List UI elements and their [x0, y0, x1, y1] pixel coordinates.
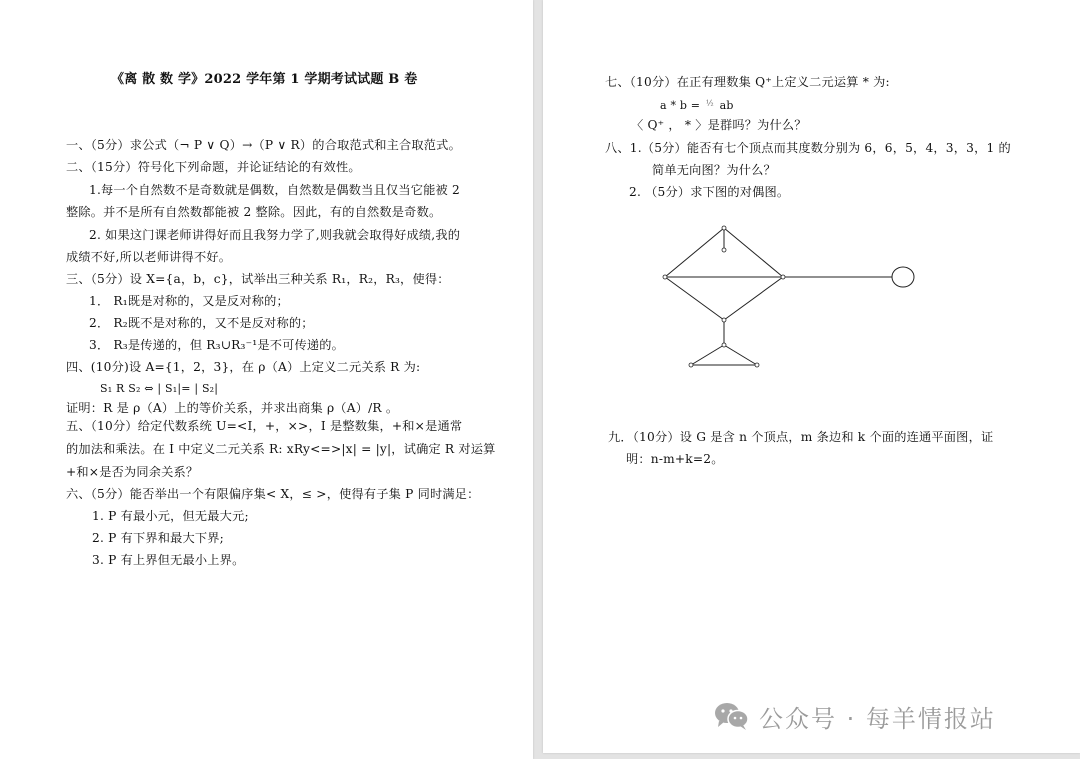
graph-loop [892, 267, 914, 287]
question-6: 六、（5分）能否举出一个有限偏序集< X，≤ >，使得有子集 P 同时满足： [66, 487, 480, 501]
question-2-item-1-line-1: 1.每一个自然数不是奇数就是偶数，自然数是偶数当且仅当它能被 2 [89, 183, 460, 197]
exam-title: 《离 散 数 学》2022 学年第 1 学期考试试题 B 卷 [111, 72, 418, 87]
question-2: 二、（15分）符号化下列命题，并论证结论的有效性。 [66, 160, 361, 174]
question-7-formula: a * b = ½ ab [660, 99, 734, 112]
graph-edge [665, 228, 724, 277]
question-2-item-1-line-2: 整除。并不是所有自然数都能被 2 整除。因此，有的自然数是奇数。 [66, 205, 442, 219]
question-6-item-1: 1. P 有最小元，但无最大元; [92, 509, 249, 523]
question-7-prompt: 〈 Q⁺ ， * 〉是群吗？为什么？ [631, 118, 807, 132]
watermark [713, 696, 996, 736]
graph-edge [724, 345, 757, 365]
question-3-item-2: 2． R₂既不是对称的，又不是反对称的； [89, 316, 314, 330]
question-5-line-1: 五、（10分）给定代数系统 U=<I，+，×>，I 是整数集，+和×是通常 [66, 419, 463, 433]
watermark-text: 公众号 · 每羊情报站 [759, 704, 996, 733]
graph-vertex [781, 275, 785, 279]
question-9-line-1: 九．（10分）设 G 是含 n 个顶点，m 条边和 k 个面的连通平面图，证 [608, 430, 994, 444]
question-6-item-2: 2. P 有下界和最大下界; [92, 531, 224, 545]
graph-edge [724, 277, 783, 320]
graph-vertex [689, 363, 693, 367]
graph-edge [665, 277, 724, 320]
question-4-proof: 证明：R 是 ρ（A）上的等价关系，并求出商集 ρ（A）/R 。 [66, 401, 399, 415]
exam-page-right [543, 0, 1080, 753]
question-2-item-2-line-2: 成绩不好,所以老师讲得不好。 [66, 250, 232, 264]
question-4-formula: S₁ R S₂ ⇔ | S₁|= | S₂| [100, 382, 219, 395]
question-8-item-1-line-2: 简单无向图？为什么？ [652, 163, 776, 177]
graph-vertex [722, 318, 726, 322]
question-3-item-3: 3． R₃是传递的，但 R₃∪R₃⁻¹是不可传递的。 [89, 338, 345, 352]
graph-vertex [755, 363, 759, 367]
question-8-item-1-line-1: 八、1.（5分）能否有七个顶点而其度数分别为 6，6，5，4，3，3，1 的 [605, 141, 1011, 155]
question-5-line-3: +和×是否为同余关系？ [66, 465, 199, 479]
graph-vertex [722, 248, 726, 252]
wechat-icon [713, 700, 751, 732]
question-3-item-1: 1． R₁既是对称的，又是反对称的； [89, 294, 289, 308]
question-4: 四、(10分)设 A={1，2，3}，在 ρ（A）上定义二元关系 R 为: [66, 360, 421, 374]
question-6-item-3: 3. P 有上界但无最小上界。 [92, 553, 245, 567]
question-9-line-2: 明：n-m+k=2。 [626, 452, 724, 466]
question-7: 七、（10分）在正有理数集 Q⁺上定义二元运算 * 为: [605, 75, 890, 89]
question-8-item-2: 2. （5分）求下图的对偶图。 [629, 185, 790, 199]
graph-vertex [663, 275, 667, 279]
question-5-line-2: 的加法和乘法。在 I 中定义二元关系 R: xRy<=>|x| = |y|，试确定 R 对运算 [66, 442, 496, 456]
question-3: 三、（5分）设 X={a，b，c}，试举出三种关系 R₁，R₂，R₃，使得： [66, 272, 450, 286]
graph-edge [724, 228, 783, 277]
exam-page-left [0, 0, 533, 759]
graph-vertex [722, 343, 726, 347]
graph-vertex [722, 226, 726, 230]
question-2-item-2-line-1: 2. 如果这门课老师讲得好而且我努力学了,则我就会取得好成绩,我的 [89, 228, 461, 242]
graph-edge [691, 345, 724, 365]
question-1: 一、（5分）求公式（¬ P ∨ Q）→（P ∨ R）的合取范式和主合取范式。 [66, 138, 461, 152]
planar-graph-figure [651, 220, 921, 372]
